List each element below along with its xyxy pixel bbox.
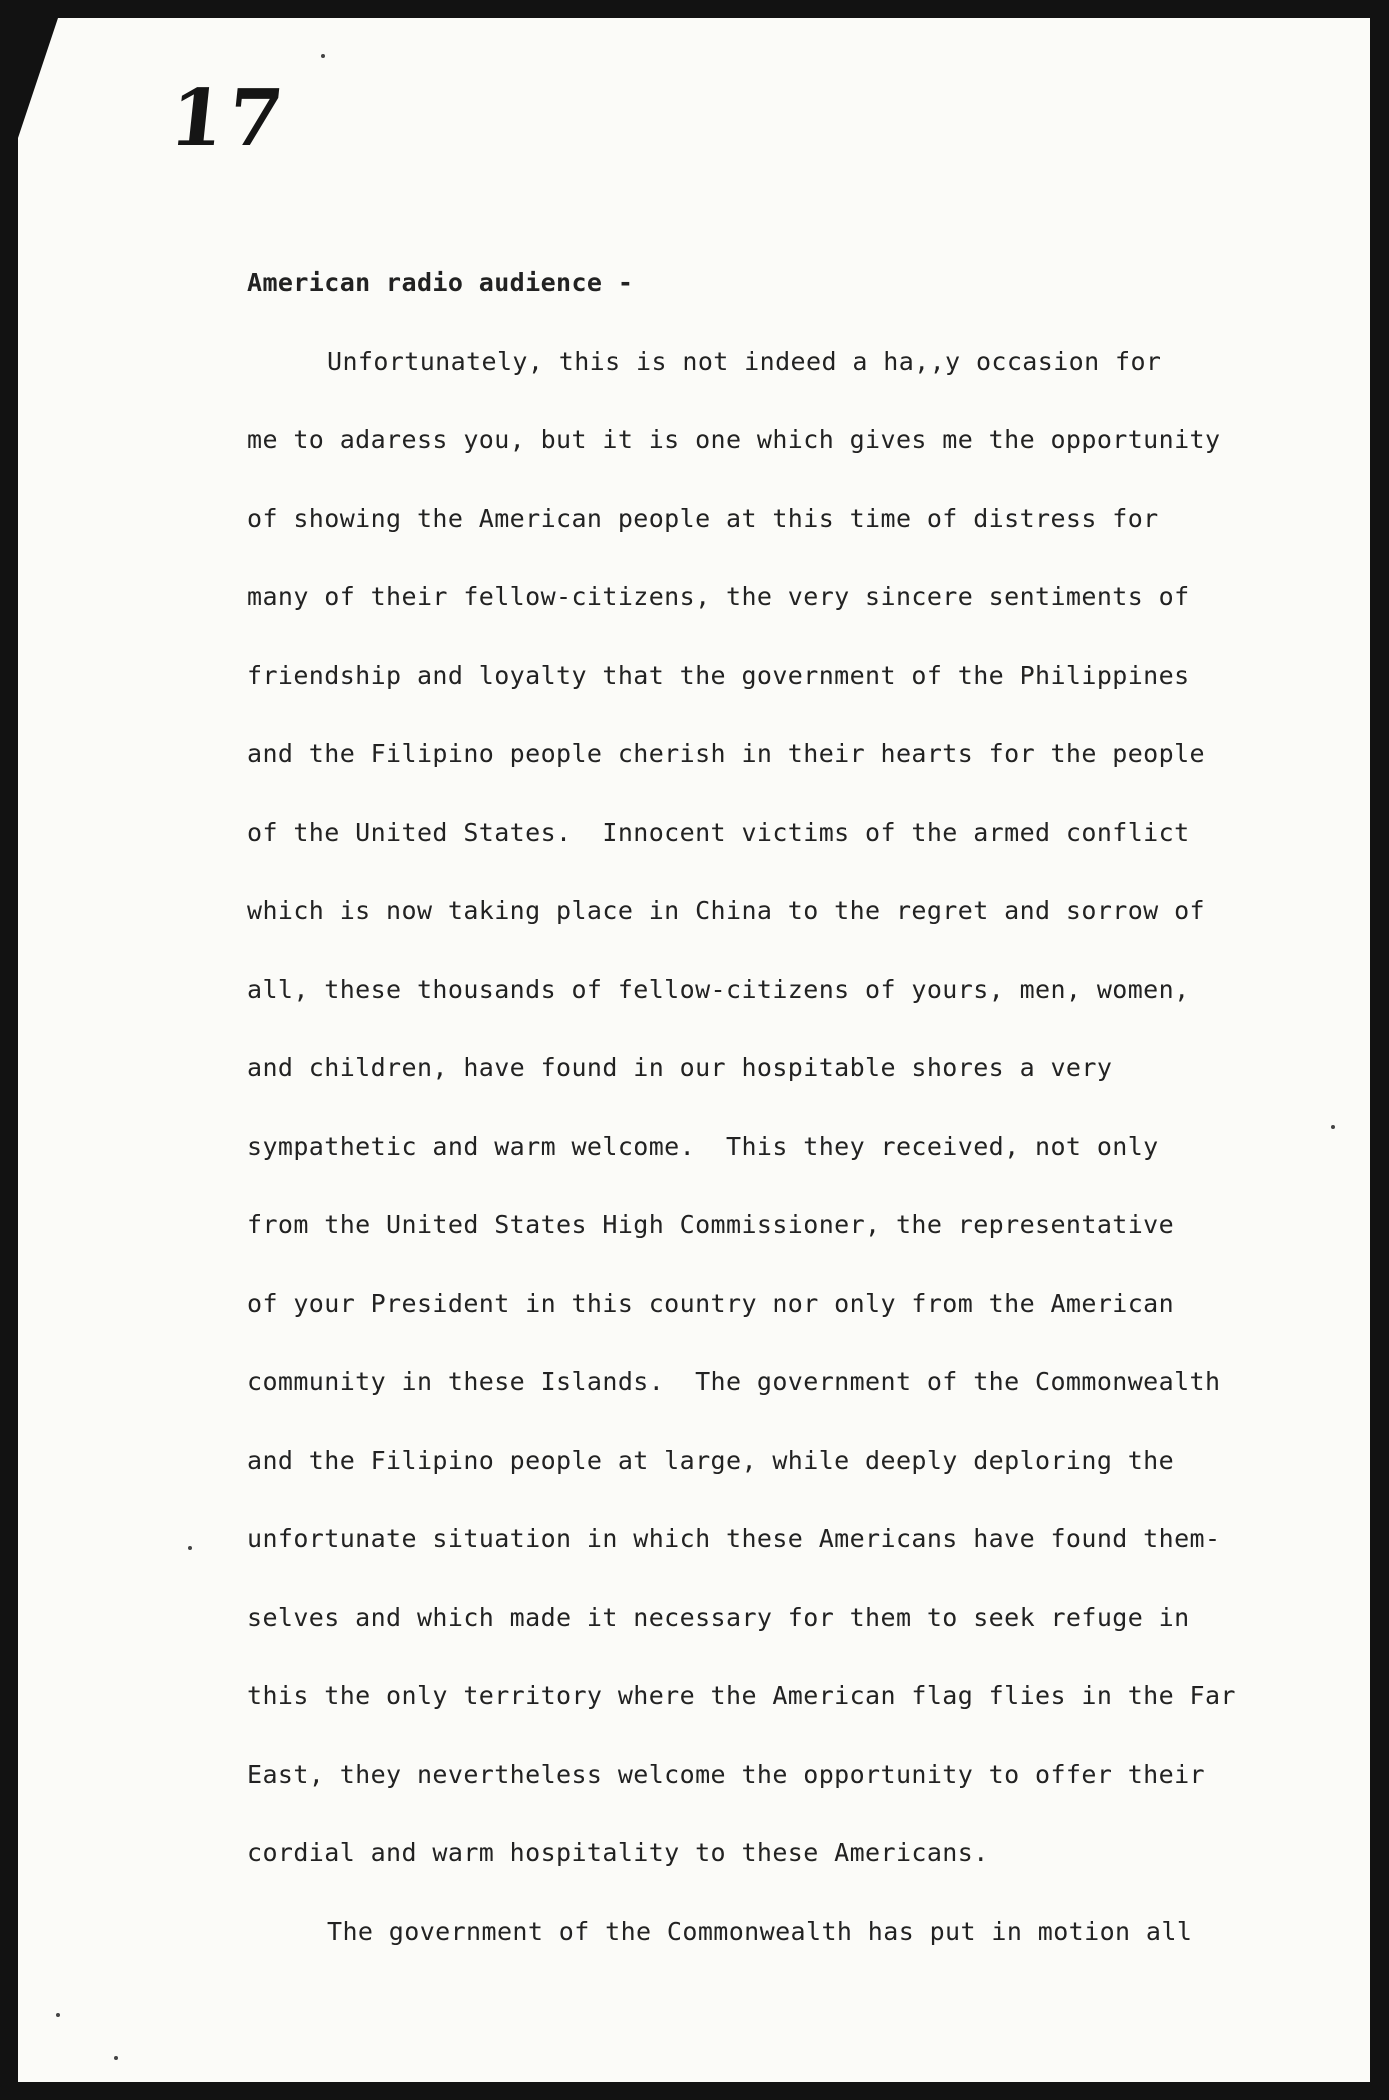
page-number-mark: 17 (165, 73, 292, 164)
text-line: sympathetic and warm welcome. This they received, not only (247, 1131, 1159, 1161)
text-line: and the Filipino people cherish in their hearts for the people (247, 739, 1205, 768)
document-page (18, 18, 1370, 2082)
salutation: American radio audience - (247, 268, 634, 297)
text-line: from the United States High Commissioner, the representative (247, 1210, 1175, 1239)
text-line: of showing the American people at this time of distress for (247, 503, 1159, 533)
ink-speck (114, 2056, 118, 2060)
ink-speck (56, 2013, 60, 2017)
ink-speck (188, 1546, 192, 1550)
text-line: me to adaress you, but it is one which gives me the opportunity (247, 425, 1221, 454)
text-line: and the Filipino people at large, while deeply deploring the (247, 1445, 1175, 1475)
text-line: which is now taking place in China to the regret and sorrow of (247, 896, 1205, 925)
text-line: selves and which made it necessary for them to seek refuge in (247, 1602, 1190, 1632)
text-line: friendship and loyalty that the government of the Philippines (247, 660, 1190, 690)
typescript-body (247, 244, 1317, 1971)
text-line: this the only territory where the American flag flies in the Far (247, 1681, 1236, 1710)
text-line: and children, have found in our hospitable shores a very (247, 1053, 1113, 1082)
ink-speck (1331, 1125, 1335, 1129)
text-line: Unfortunately, this is not indeed a ha,,y occasion for (327, 346, 1162, 376)
text-line: community in these Islands. The government of the Commonwealth (247, 1367, 1221, 1396)
ink-speck (321, 54, 325, 58)
text-line: of the United States. Innocent victims of the armed conflict (247, 817, 1190, 847)
text-line: The government of the Commonwealth has put in motion all (327, 1916, 1193, 1946)
text-line: of your President in this country nor only from the American (247, 1288, 1175, 1318)
text-line: cordial and warm hospitality to these Americans. (247, 1838, 989, 1867)
text-line: many of their fellow-citizens, the very sincere sentiments of (247, 582, 1190, 611)
text-line: East, they nevertheless welcome the opportunity to offer their (247, 1759, 1205, 1789)
text-line: all, these thousands of fellow-citizens of yours, men, women, (247, 974, 1190, 1004)
page-corner-shadow (18, 18, 58, 138)
text-line: unfortunate situation in which these Americans have found them- (247, 1524, 1221, 1553)
